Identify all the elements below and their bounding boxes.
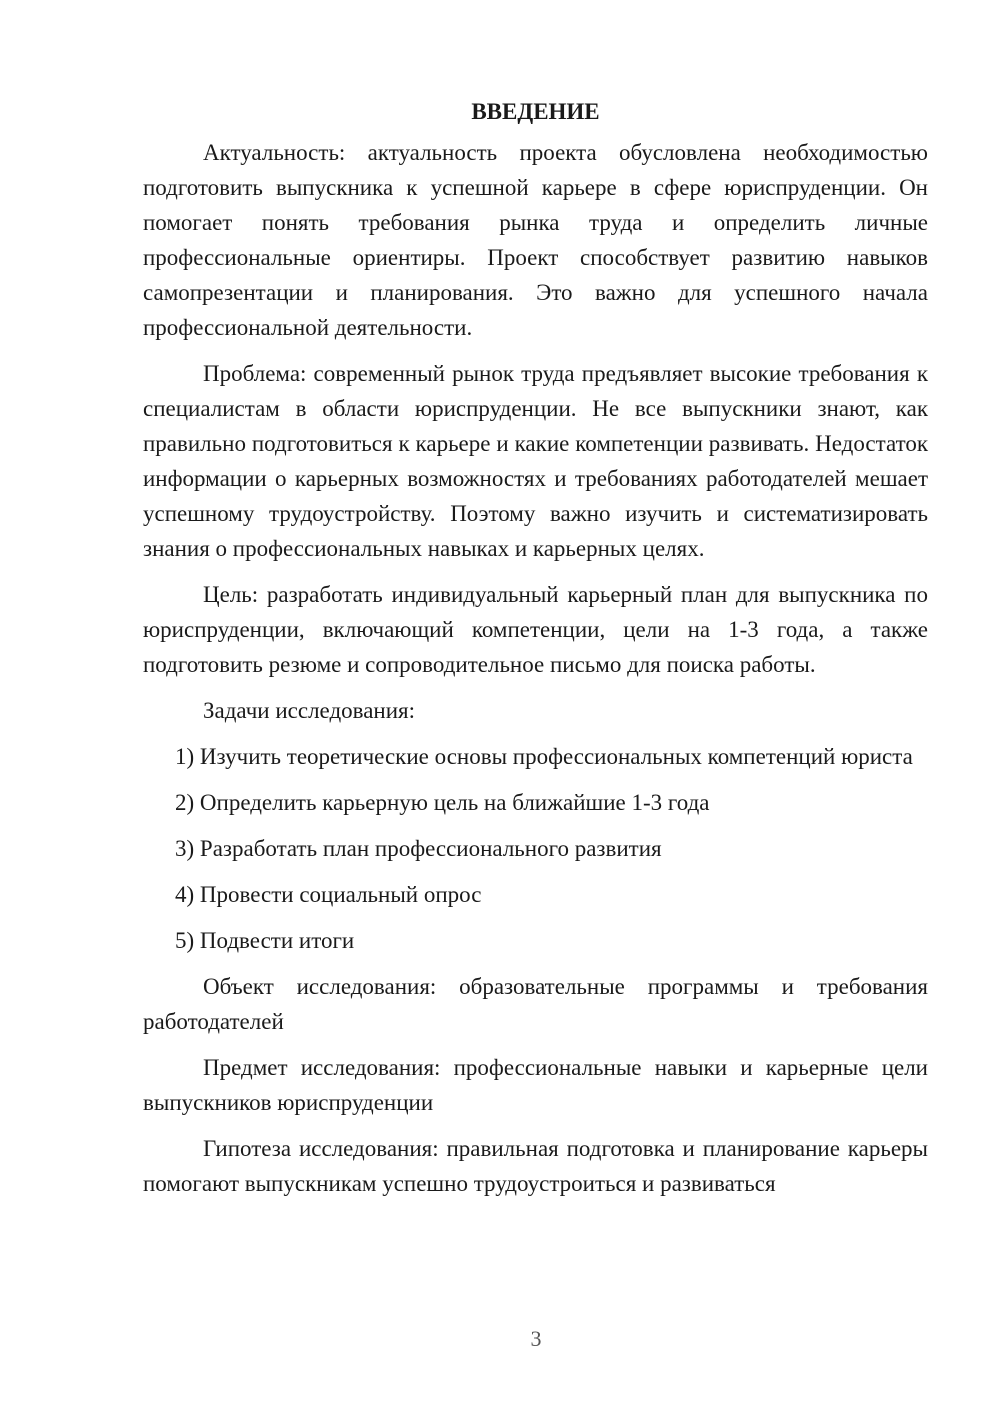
tasks-list <box>143 739 928 958</box>
list-item: 4) Провести социальный опрос <box>175 882 482 907</box>
paragraph-subject: Предмет исследования: профессиональные навыки и карьерные цели выпускников юриспруденции <box>143 1055 928 1115</box>
tasks-heading: Задачи исследования: <box>203 698 416 723</box>
paragraph-relevance: Актуальность: актуальность проекта обусловлена необходимостью подготовить выпускника к успешной карьере в сфере юриспруденции. Он помогает понять требования рынка труда и определить личные профессиональные ориентиры. Проект способствует развитию навыков самопрезентации и планирования. Это важно для успешного начала профессиональной деятельности. <box>143 140 928 340</box>
paragraph-hypothesis: Гипотеза исследования: правильная подготовка и планирование карьеры помогают выпускникам успешно трудоустроиться и развиваться <box>143 1136 928 1196</box>
list-item: 5) Подвести итоги <box>175 928 355 953</box>
section-title: ВВЕДЕНИЕ <box>471 99 600 124</box>
list-item: 2) Определить карьерную цель на ближайшие 1-3 года <box>175 790 710 815</box>
list-item: 1) Изучить теоретические основы профессиональных компетенций юриста <box>175 744 913 769</box>
list-item: 3) Разработать план профессионального развития <box>175 836 662 861</box>
page-number: 3 <box>530 1326 542 1351</box>
paragraph-goal: Цель: разработать индивидуальный карьерный план для выпускника по юриспруденции, включающий компетенции, цели на 1-3 года, а также подготовить резюме и сопроводительное письмо для поиска работы. <box>143 582 928 677</box>
page-content <box>143 94 928 1201</box>
paragraph-object: Объект исследования: образовательные программы и требования работодателей <box>143 974 928 1034</box>
paragraph-problem: Проблема: современный рынок труда предъявляет высокие требования к специалистам в области юриспруденции. Не все выпускники знают, как правильно подготовиться к карьере и какие компетенции развивать. Недостаток информации о карьерных возможностях и требованиях работодателей мешает успешному трудоустройству. Поэтому важно изучить и систематизировать знания о профессиональных навыках и карьерных целях. <box>143 361 928 561</box>
